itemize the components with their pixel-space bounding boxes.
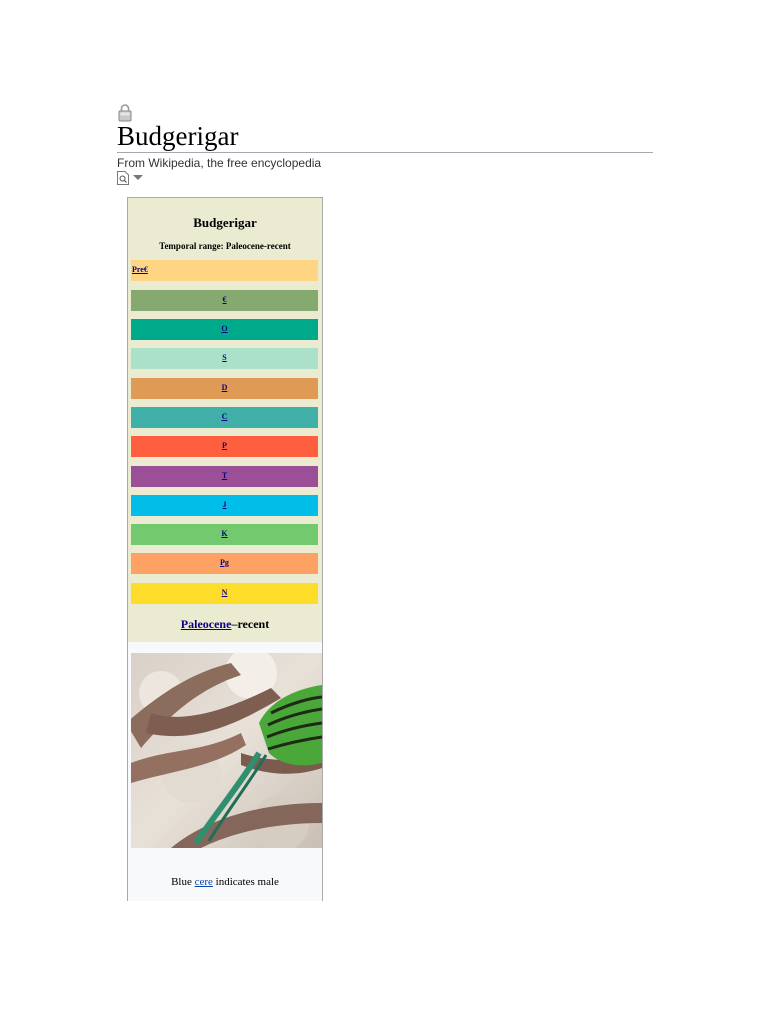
range-rest-text: –recent [231, 617, 270, 631]
budgerigar-photo[interactable] [131, 653, 322, 848]
period-bar-permian [131, 436, 318, 457]
period-bar-paleogene [131, 553, 318, 574]
period-link-devonian[interactable]: D [221, 383, 228, 392]
period-link-jurassic[interactable]: J [222, 500, 227, 509]
photo-caption [128, 875, 322, 889]
site-tagline: From Wikipedia, the free encyclopedia [117, 156, 322, 170]
document-search-icon [117, 171, 129, 185]
period-link-precambrian[interactable]: Pre€ [132, 265, 148, 274]
page-tools-menu[interactable] [117, 171, 147, 185]
cere-link[interactable]: cere [194, 876, 213, 888]
period-link-paleogene[interactable]: Pg [220, 558, 229, 567]
period-bar-carboniferous [131, 407, 318, 428]
period-link-cambrian[interactable]: € [222, 295, 227, 304]
period-bar-triassic [131, 466, 318, 487]
temporal-range-label: Temporal range: Paleocene-recent [159, 241, 291, 251]
infobox-header [128, 198, 322, 642]
period-bar-jurassic [131, 495, 318, 516]
chevron-down-icon [133, 175, 143, 180]
caption-text-pre: Blue [171, 876, 195, 888]
period-link-ordovician[interactable]: O [221, 324, 228, 333]
temporal-range-summary [128, 616, 322, 632]
page-title: Budgerigar [117, 121, 239, 151]
period-bar-devonian [131, 378, 318, 399]
period-bar-precambrian [131, 260, 318, 281]
period-link-permian[interactable]: P [222, 441, 227, 450]
period-bar-silurian [131, 348, 318, 369]
infobox-title: Budgerigar [193, 215, 257, 230]
title-divider [117, 152, 653, 153]
period-link-cretaceous[interactable]: K [221, 529, 228, 538]
period-link-carboniferous[interactable]: C [221, 412, 228, 421]
paleocene-link[interactable]: Paleocene [180, 617, 232, 631]
period-link-triassic[interactable]: T [221, 471, 228, 480]
period-link-silurian[interactable]: S [222, 353, 227, 362]
period-link-neogene[interactable]: N [221, 588, 228, 597]
period-bar-cretaceous [131, 524, 318, 545]
period-bar-neogene [131, 583, 318, 604]
period-bar-ordovician [131, 319, 318, 340]
caption-text-post: indicates male [212, 876, 279, 888]
period-bar-cambrian [131, 290, 318, 311]
infobox [127, 197, 323, 901]
